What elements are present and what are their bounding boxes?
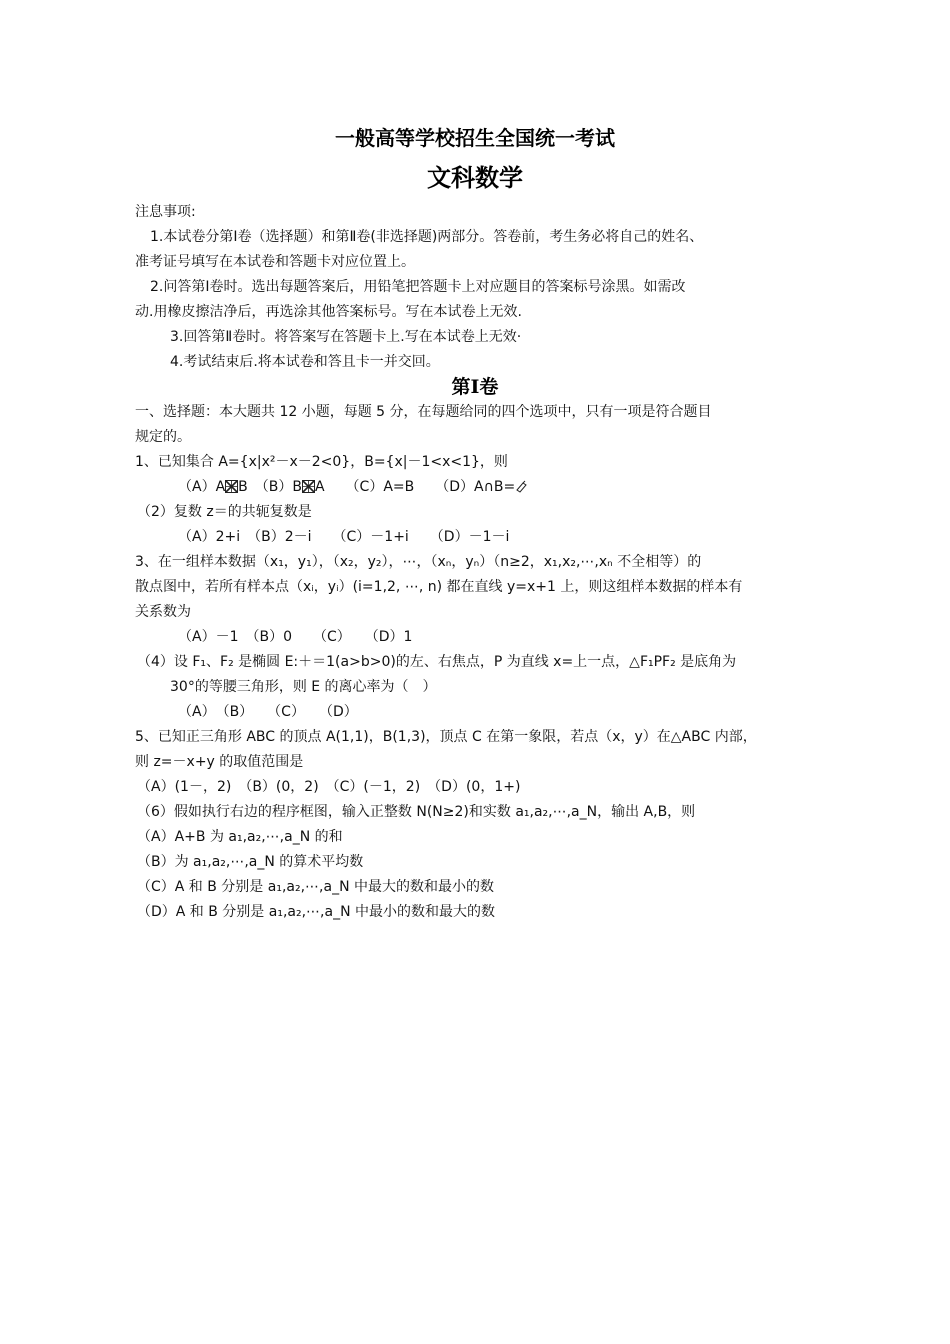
question-5-line-1: 5、已知正三角形 ABC 的顶点 A(1,1)，B(1,3)，顶点 C 在第一象限，若点（x，y）在△ABC 内部，: [135, 729, 757, 745]
note-line-3: 2.问答第Ⅰ卷时。选出每题答案后，用铅笔把答题卡上对应题目的答案标号涂黑。如需改: [150, 279, 686, 295]
note-line-1: 1.本试卷分第Ⅰ卷（选择题）和第Ⅱ卷(非选择题)两部分。答卷前，考生务必将自己的姓名、: [150, 229, 704, 245]
question-2-options: （A）2+i （B）2－i （C）－1+i （D）－1－i: [178, 529, 510, 545]
intro-line-2: 规定的。: [135, 429, 191, 445]
notes-heading: 注息事项:: [135, 204, 196, 220]
question-1: 1、已知集合 A={x|x²－x－2<0}，B={x|－1<x<1}，则: [135, 454, 508, 470]
question-3-line-3: 关系数为: [135, 604, 191, 620]
question-4-line-2: 30°的等腰三角形，则 E 的离心率为（ ）: [170, 679, 437, 695]
note-line-2: 准考证号填写在本试卷和答题卡对应位置上。: [135, 254, 415, 270]
question-6-option-c: （C）A 和 B 分别是 a₁,a₂,⋯,a_N 中最大的数和最小的数: [137, 879, 494, 895]
q1-option-a: （A）A: [178, 479, 226, 495]
broken-glyph-icon: [225, 480, 238, 493]
question-5-options: （A）(1－，2) （B）(0，2) （C）(－1，2) （D）(0，1+): [137, 779, 521, 795]
note-line-6: 4.考试结束后.将本试卷和答且卡一并交回。: [170, 354, 440, 370]
q1-option-b: B （B）B: [238, 479, 302, 495]
empty-set-icon: [515, 480, 528, 493]
note-line-4: 动.用橡皮擦洁净后，再选涂其他答案标号。写在本试卷上无效.: [135, 304, 522, 320]
question-6-option-b: （B）为 a₁,a₂,⋯,a_N 的算术平均数: [137, 854, 364, 870]
broken-glyph-icon: [302, 480, 315, 493]
question-6-option-a: （A）A+B 为 a₁,a₂,⋯,a_N 的和: [137, 829, 343, 845]
q1-options-rest: A （C）A=B （D）A∩B=: [314, 479, 516, 495]
question-1-options: [178, 478, 528, 496]
exam-title: 一般高等学校招生全国统一考试: [335, 126, 615, 150]
question-6: （6）假如执行右边的程序框图，输入正整数 N(N≥2)和实数 a₁,a₂,⋯,a_N，输出 A,B，则: [137, 804, 696, 820]
question-6-option-d: （D）A 和 B 分别是 a₁,a₂,⋯,a_N 中最小的数和最大的数: [137, 904, 495, 920]
intro-line-1: 一、选择题：本大题共 12 小题，每题 5 分，在每题给同的四个选项中，只有一项是符合题目: [135, 404, 712, 420]
question-4-line-1: （4）设 F₁、F₂ 是椭圆 E:＋＝1(a>b>0)的左、右焦点，P 为直线 x=上一点，△F₁PF₂ 是底角为: [137, 654, 737, 670]
note-line-5: 3.回答第Ⅱ卷时。将答案写在答题卡上.写在本试卷上无效·: [170, 329, 522, 345]
question-2: （2）复数 z＝的共轭复数是: [137, 504, 312, 520]
section-title: 第Ⅰ卷: [451, 376, 499, 398]
question-3-line-2: 散点图中，若所有样本点（xᵢ，yᵢ）(i=1,2, ⋯, n) 都在直线 y=x+1 上，则这组样本数据的样本有: [135, 579, 743, 595]
question-5-line-2: 则 z=－x+y 的取值范围是: [135, 754, 304, 770]
question-3-line-1: 3、在一组样本数据（x₁，y₁），（x₂，y₂），⋯，（xₙ，yₙ）（n≥2，x₁,x₂,⋯,xₙ 不全相等）的: [135, 554, 702, 570]
question-3-options: （A）－1 （B）0 （C） （D）1: [178, 629, 413, 645]
question-4-options: （A） （B） （C） （D）: [178, 704, 358, 720]
exam-subtitle: 文科数学: [427, 163, 523, 192]
